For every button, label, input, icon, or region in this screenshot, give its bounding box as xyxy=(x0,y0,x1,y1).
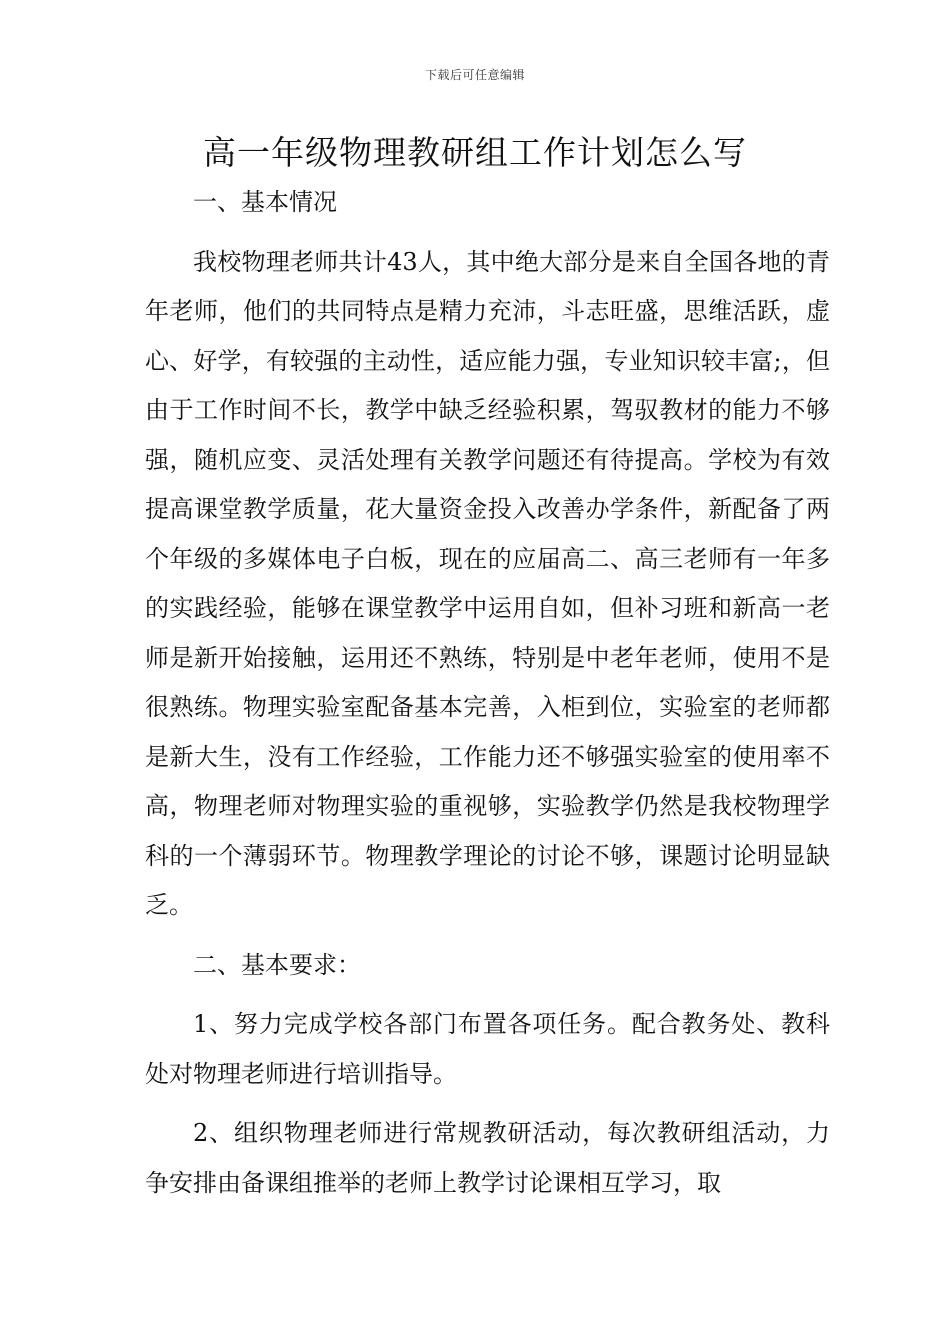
header-note: 下载后可任意编辑 xyxy=(424,68,525,82)
paragraph-requirement-1: 1、努力完成学校各部门布置各项任务。配合教务处、教科处对物理老师进行培训指导。 xyxy=(145,1010,830,1088)
document-title: 高一年级物理教研组工作计划怎么写 xyxy=(203,133,747,172)
section-heading-basic-requirements: 二、基本要求： xyxy=(193,950,361,979)
section-heading-basic-situation: 一、基本情况 xyxy=(193,188,337,216)
document-body xyxy=(145,178,830,1208)
paragraph-requirement-2: 2、组织物理老师进行常规教研活动，每次教研组活动，力争安排由备课组推举的老师上教学讨论课相互学习，取 xyxy=(145,1119,830,1197)
paragraph-basic-situation: 我校物理老师共计43人，其中绝大部分是来自全国各地的青年老师，他们的共同特点是精力充沛，斗志旺盛，思维活跃，虚心、好学，有较强的主动性，适应能力强，专业知识较丰富;，但由于工作时间不长，教学中缺乏经验积累，驾驭教材的能力不够强，随机应变、灵活处理有关教学问题还有待提高。学校为有效提高课堂教学质量，花大量资金投入改善办学条件，新配备了两个年级的多媒体电子白板，现在的应届高二、高三老师有一年多的实践经验，能够在课堂教学中运用自如，但补习班和新高一老师是新开始接触，运用还不熟练，特别是中老年老师，使用不是很熟练。物理实验室配备基本完善，入柜到位，实验室的老师都是新大生，没有工作经验，工作能力还不够强实验室的使用率不高，物理老师对物理实验的重视够，实验教学仍然是我校物理学科的一个薄弱环节。物理教学理论的讨论不够，课题讨论明显缺乏。 xyxy=(145,247,830,919)
